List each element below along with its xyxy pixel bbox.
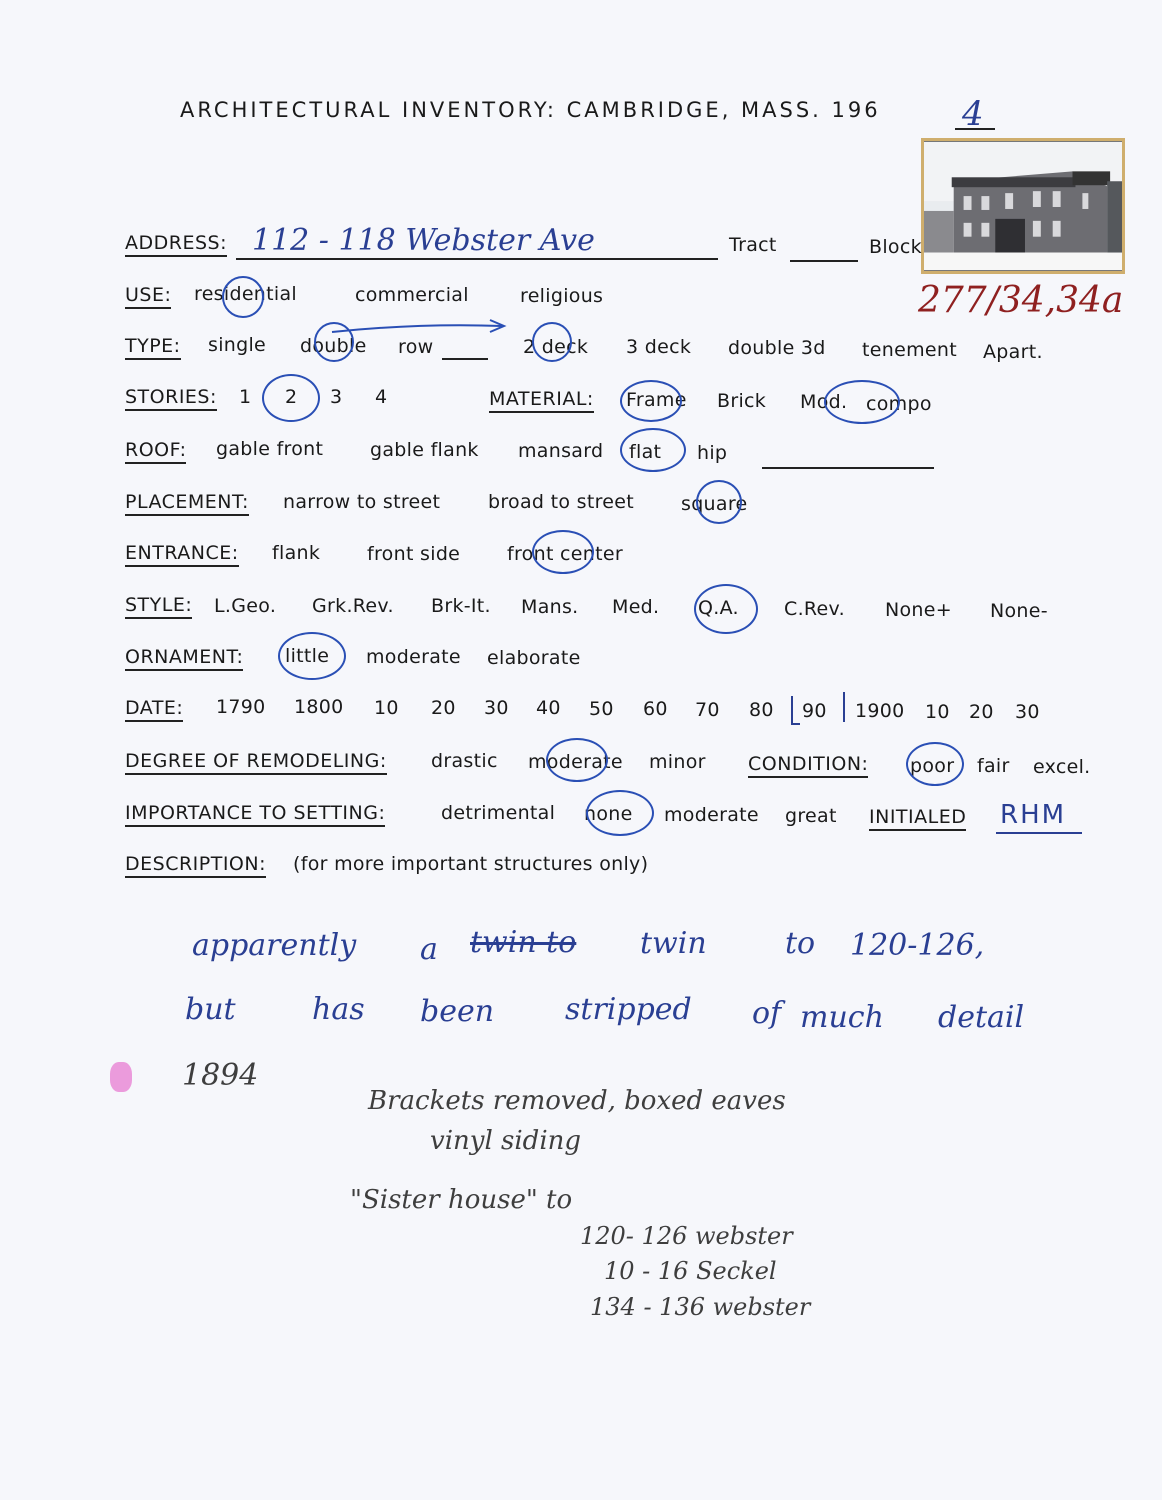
date-1910: 10 [925, 701, 950, 723]
pencil-sister-house: "Sister house" to [350, 1185, 573, 1215]
roof-hip: hip [697, 442, 728, 464]
initialed-value: RHM [1000, 800, 1067, 830]
date-1930: 30 [1015, 701, 1040, 723]
pencil-vinyl-siding: vinyl siding [430, 1126, 582, 1156]
hw-twin: twin [640, 926, 707, 961]
arrow-double-to-2-deck [330, 318, 510, 338]
type-single: single [208, 334, 267, 356]
hw-a: a [420, 932, 438, 967]
parcel-number: 277/34,34a [918, 280, 1124, 321]
material-label: MATERIAL: [489, 388, 594, 413]
style-grkrev: Grk.Rev. [312, 595, 394, 617]
style-crev: C.Rev. [784, 598, 845, 620]
description-note: (for more important structures only) [293, 853, 649, 875]
hw-address-range: 120-126, [850, 928, 985, 963]
block-label: Block [869, 236, 922, 258]
stories-label: STORIES: [125, 386, 217, 411]
placement-broad: broad to street [488, 491, 635, 513]
importance-detrimental: detrimental [441, 802, 556, 824]
date-20: 20 [431, 697, 456, 719]
pencil-134-136-webster: 134 - 136 webster [590, 1293, 811, 1321]
placement-square: square [681, 493, 748, 515]
date-80: 80 [749, 699, 774, 721]
date-40: 40 [536, 697, 561, 719]
description-label: DESCRIPTION: [125, 853, 266, 878]
importance-none: none [584, 803, 633, 825]
condition-fair: fair [977, 755, 1010, 777]
use-commercial: commercial [355, 284, 469, 306]
importance-great: great [785, 805, 837, 827]
roof-gable-flank: gable flank [370, 439, 479, 461]
style-med: Med. [612, 596, 660, 618]
remodeling-moderate: moderate [528, 751, 623, 773]
tract-label: Tract [729, 234, 777, 256]
date-1790: 1790 [216, 696, 266, 718]
type-double-3d: double 3d [728, 337, 826, 359]
circle-2-deck [532, 322, 572, 362]
address-label: ADDRESS: [125, 232, 227, 257]
date-70: 70 [695, 699, 720, 721]
remodeling-label: DEGREE OF REMODELING: [125, 750, 387, 775]
type-3-deck: 3 deck [626, 336, 692, 358]
type-2-deck: 2 deck [523, 336, 589, 358]
circle-mod [824, 380, 900, 424]
circle-little [278, 632, 346, 680]
circle-moderate-remodel [546, 738, 608, 782]
initialed-label: INITIALED [869, 806, 966, 831]
style-none-minus: None- [990, 600, 1048, 622]
type-apart: Apart. [983, 341, 1043, 363]
bracket-90 [786, 690, 850, 730]
date-label: DATE: [125, 697, 183, 722]
type-double: double [300, 335, 367, 357]
circle-stories-2 [262, 374, 320, 422]
pencil-brackets-removed: Brackets removed, boxed eaves [368, 1086, 786, 1116]
entrance-flank: flank [272, 542, 321, 564]
circle-front-center [532, 530, 594, 574]
date-90: 90 [802, 700, 827, 722]
form-title: ARCHITECTURAL INVENTORY: CAMBRIDGE, MASS. 196 [180, 98, 881, 122]
hw-struck-text: twin to [470, 925, 577, 960]
style-qa: Q.A. [698, 597, 739, 619]
remodeling-minor: minor [649, 751, 706, 773]
condition-excel: excel. [1033, 756, 1091, 778]
circle-none [586, 790, 654, 836]
date-30: 30 [484, 697, 509, 719]
pencil-120-126-webster: 120- 126 webster [580, 1222, 793, 1250]
ornament-moderate: moderate [366, 646, 461, 668]
use-residential: residential [194, 283, 298, 305]
hw-apparently: apparently [192, 928, 357, 963]
material-mod: Mod. [800, 391, 848, 413]
use-label: USE: [125, 284, 171, 309]
ornament-elaborate: elaborate [487, 647, 581, 669]
hw-year-1894: 1894 [182, 1058, 259, 1093]
pencil-10-16-seckel: 10 - 16 Seckel [604, 1257, 777, 1285]
style-mans: Mans. [521, 596, 579, 618]
material-frame: Frame [626, 389, 687, 411]
condition-label: CONDITION: [748, 753, 868, 778]
condition-poor: poor [910, 755, 955, 777]
importance-moderate: moderate [664, 804, 759, 826]
date-60: 60 [643, 698, 668, 720]
date-50: 50 [589, 698, 614, 720]
style-label: STYLE: [125, 594, 192, 619]
hw-but: but [185, 992, 236, 1027]
house-photo [921, 138, 1125, 274]
hw-much: much [800, 1000, 884, 1035]
ornament-label: ORNAMENT: [125, 646, 243, 671]
entrance-front-side: front side [367, 543, 461, 565]
ornament-little: little [285, 645, 330, 667]
date-1900: 1900 [855, 700, 905, 722]
circle-flat [620, 428, 686, 472]
importance-label: IMPORTANCE TO SETTING: [125, 802, 385, 827]
entrance-label: ENTRANCE: [125, 542, 239, 567]
roof-mansard: mansard [518, 440, 604, 462]
entrance-front-center: front center [507, 543, 623, 565]
stories-2: 2 [285, 386, 298, 408]
circle-residential [222, 276, 264, 318]
circle-frame [620, 380, 682, 422]
roof-gable-front: gable front [216, 438, 324, 460]
hw-of: of [752, 996, 782, 1031]
style-none-plus: None+ [885, 599, 952, 621]
material-brick: Brick [717, 390, 767, 412]
roof-flat: flat [629, 441, 662, 463]
material-compo: compo [866, 393, 932, 415]
stories-4: 4 [375, 386, 388, 408]
date-1920: 20 [969, 701, 994, 723]
date-10: 10 [374, 697, 399, 719]
placement-narrow: narrow to street [283, 491, 441, 513]
house-photo-icon [924, 141, 1122, 271]
type-tenement: tenement [862, 339, 957, 361]
style-lgeo: L.Geo. [214, 595, 277, 617]
hw-stripped: stripped [565, 992, 692, 1027]
use-religious: religious [520, 285, 604, 307]
hw-been: been [420, 994, 495, 1029]
hw-to: to [785, 926, 816, 961]
type-label: TYPE: [125, 335, 181, 360]
placement-label: PLACEMENT: [125, 491, 249, 516]
hw-has: has [312, 992, 365, 1027]
date-1800: 1800 [294, 696, 344, 718]
address-value: 112 - 118 Webster Ave [252, 223, 595, 258]
roof-label: ROOF: [125, 439, 186, 464]
remodeling-drastic: drastic [431, 750, 498, 772]
stories-1: 1 [239, 386, 252, 408]
year-digit: 4 [962, 94, 984, 134]
style-brkit: Brk-It. [431, 595, 491, 617]
hw-detail: detail [938, 1000, 1025, 1035]
type-row: row [398, 336, 434, 358]
circle-square [696, 480, 742, 524]
pink-mark [110, 1062, 132, 1092]
circle-poor [906, 742, 964, 786]
circle-qa [694, 584, 758, 634]
stories-3: 3 [330, 386, 343, 408]
